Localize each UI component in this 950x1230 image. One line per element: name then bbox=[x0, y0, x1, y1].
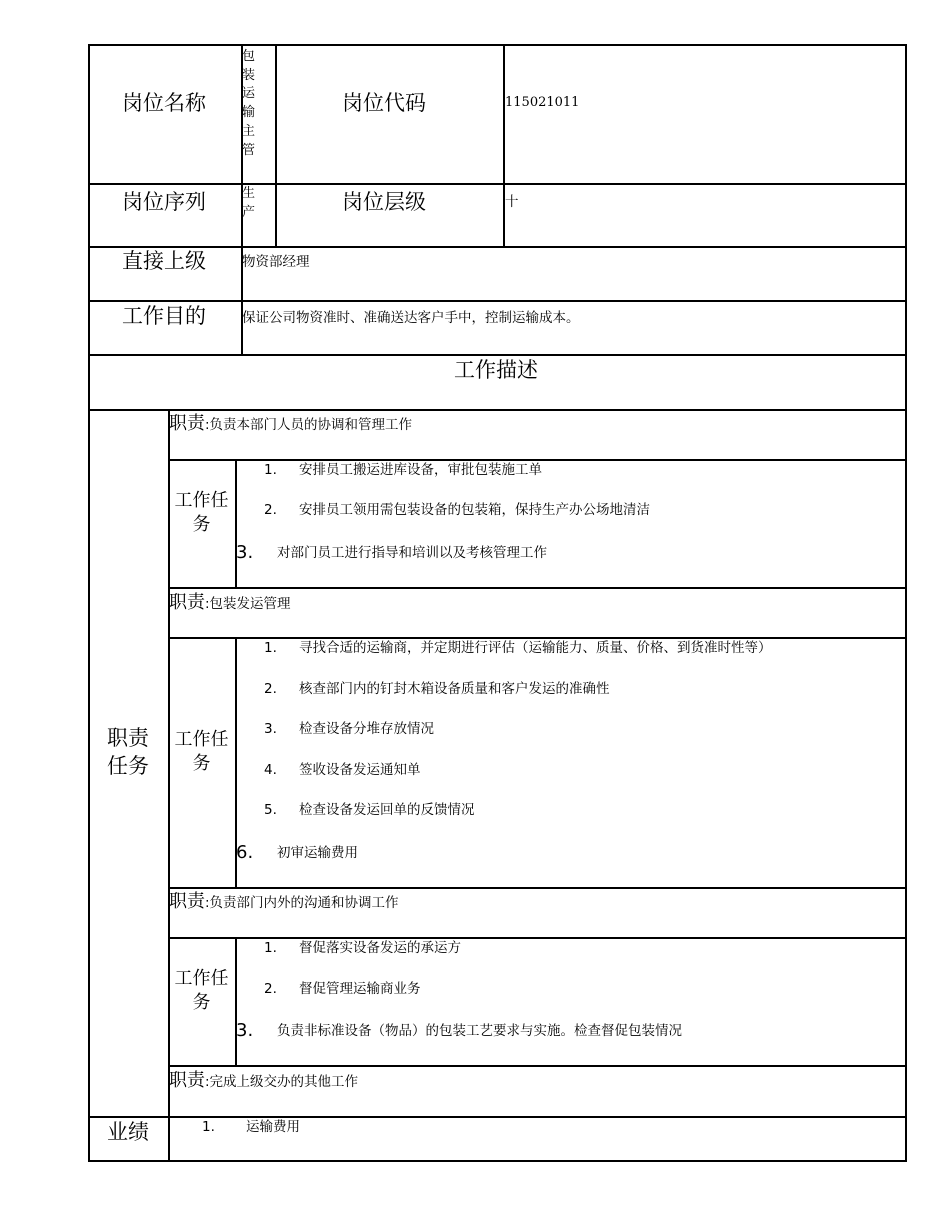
tasks-label-line1: 工作任 bbox=[174, 490, 229, 511]
position-level-label: 岗位层级 bbox=[342, 190, 426, 214]
table-border bbox=[275, 44, 277, 247]
table-border bbox=[235, 937, 237, 1066]
superior-value: 物资部经理 bbox=[242, 254, 310, 270]
task-number: 2. bbox=[264, 502, 277, 518]
table-border bbox=[88, 300, 907, 302]
task-text: 安排员工搬运进库设备，审批包装施工单 bbox=[299, 462, 542, 478]
task-text: 负责非标准设备（物品）的包装工艺要求与实施。检查督促包装情况 bbox=[277, 1023, 682, 1039]
purpose-label: 工作目的 bbox=[122, 304, 206, 328]
table-border bbox=[88, 409, 907, 411]
position-series-value: 生产 bbox=[242, 186, 256, 217]
task-number: 3. bbox=[264, 721, 277, 737]
table-border bbox=[503, 44, 505, 247]
table-border bbox=[88, 354, 907, 356]
tasks-label-line1: 工作任 bbox=[174, 968, 229, 989]
position-series-label: 岗位序列 bbox=[122, 190, 206, 214]
duty-prefix: 职责 bbox=[169, 891, 205, 912]
task-text: 检查设备发运回单的反馈情况 bbox=[299, 802, 475, 818]
duty-prefix: 职责 bbox=[169, 592, 205, 613]
task-number: 3. bbox=[236, 542, 254, 563]
task-text: 签收设备发运通知单 bbox=[299, 762, 421, 778]
duty-title bbox=[169, 592, 291, 614]
table-border bbox=[168, 587, 907, 589]
tasks-label-line1: 工作任 bbox=[174, 729, 229, 750]
table-border bbox=[88, 246, 907, 248]
task-number: 1. bbox=[264, 462, 277, 478]
duty-text: :负责本部门人员的协调和管理工作 bbox=[205, 417, 413, 433]
description-title: 工作描述 bbox=[454, 358, 538, 382]
duty-title bbox=[169, 1070, 358, 1092]
table-border bbox=[88, 183, 907, 185]
task-text: 安排员工领用需包装设备的包装箱，保持生产办公场地清洁 bbox=[299, 502, 650, 518]
task-text: 督促管理运输商业务 bbox=[299, 981, 421, 997]
task-number: 4. bbox=[264, 762, 277, 778]
purpose-value: 保证公司物资准时、准确送达客户手中，控制运输成本。 bbox=[242, 310, 580, 326]
duty-prefix: 职责 bbox=[169, 1070, 205, 1091]
duties-label-line2: 任务 bbox=[107, 754, 149, 778]
task-number: 2. bbox=[264, 681, 277, 697]
table-border bbox=[88, 44, 90, 1161]
task-text: 寻找合适的运输商，并定期进行评估（运输能力、质量、价格、到货准时性等） bbox=[299, 640, 772, 656]
duty-text: :完成上级交办的其他工作 bbox=[205, 1074, 359, 1090]
position-name-value: 包装运输主管 bbox=[242, 49, 256, 158]
performance-label: 业绩 bbox=[107, 1120, 149, 1144]
duties-label bbox=[88, 724, 168, 780]
task-number: 6. bbox=[236, 842, 254, 863]
tasks-label bbox=[168, 489, 235, 537]
superior-label: 直接上级 bbox=[122, 249, 206, 273]
table-border bbox=[88, 44, 907, 46]
duty-title bbox=[169, 891, 399, 913]
position-name-label: 岗位名称 bbox=[122, 91, 206, 115]
duty-text: :包装发运管理 bbox=[205, 596, 291, 612]
duty-text: :负责部门内外的沟通和协调工作 bbox=[205, 895, 399, 911]
position-level-value: 十 bbox=[505, 194, 519, 210]
table-border bbox=[168, 459, 907, 461]
table-border bbox=[168, 637, 907, 639]
table-border bbox=[168, 1065, 907, 1067]
performance-text: 运输费用 bbox=[246, 1119, 300, 1135]
task-text: 督促落实设备发运的承运方 bbox=[299, 940, 461, 956]
task-number: 5. bbox=[264, 802, 277, 818]
table-border bbox=[88, 1116, 907, 1118]
table-border bbox=[235, 459, 237, 588]
task-number: 2. bbox=[264, 981, 277, 997]
task-text: 核查部门内的钉封木箱设备质量和客户发运的准确性 bbox=[299, 681, 610, 697]
task-number: 3. bbox=[236, 1020, 254, 1041]
tasks-label-line2: 务 bbox=[192, 514, 211, 535]
duties-label-line1: 职责 bbox=[107, 726, 149, 750]
task-text: 对部门员工进行指导和培训以及考核管理工作 bbox=[277, 545, 547, 561]
tasks-label bbox=[168, 728, 235, 776]
performance-number: 1. bbox=[202, 1119, 215, 1135]
task-text: 检查设备分堆存放情况 bbox=[299, 721, 434, 737]
position-code-label: 岗位代码 bbox=[342, 91, 426, 115]
task-text: 初审运输费用 bbox=[277, 845, 358, 861]
tasks-label-line2: 务 bbox=[192, 992, 211, 1013]
task-number: 1. bbox=[264, 640, 277, 656]
table-border bbox=[88, 1160, 907, 1162]
table-border bbox=[905, 44, 907, 1161]
duty-prefix: 职责 bbox=[169, 413, 205, 434]
tasks-label bbox=[168, 967, 235, 1015]
table-border bbox=[168, 887, 907, 889]
tasks-label-line2: 务 bbox=[192, 753, 211, 774]
table-border bbox=[168, 937, 907, 939]
position-code-value: 115021011 bbox=[505, 95, 580, 110]
duty-title bbox=[169, 413, 412, 435]
task-number: 1. bbox=[264, 940, 277, 956]
